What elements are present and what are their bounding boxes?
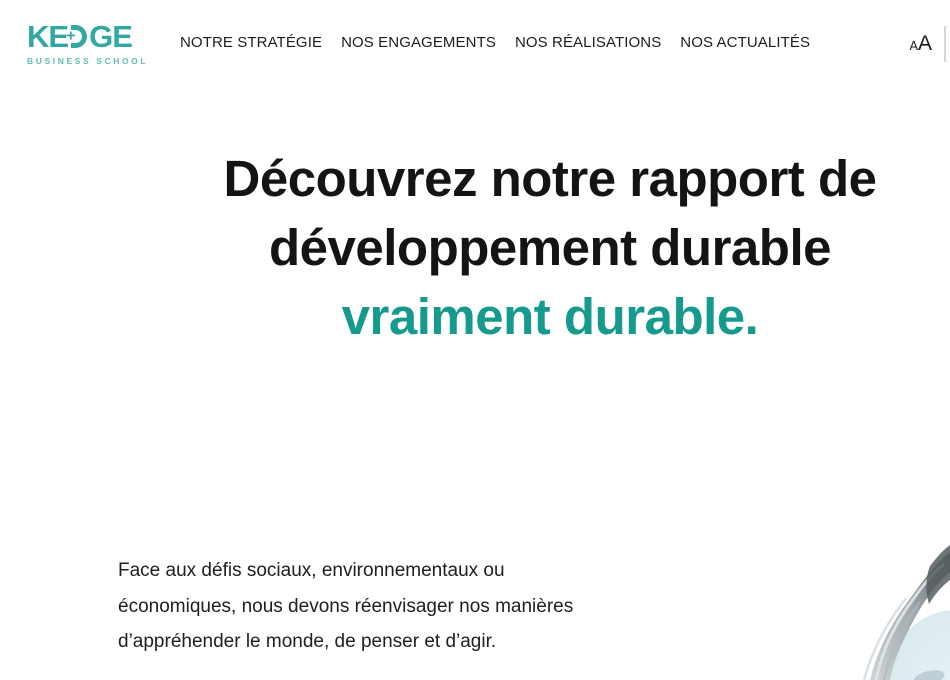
nav-item-strategie[interactable]: NOTRE STRATÉGIE	[180, 34, 323, 51]
page-title-line-2: développement durable	[269, 219, 831, 276]
logo-text-ge: GE	[89, 19, 132, 54]
logo-plus-icon: +	[66, 26, 76, 44]
portrait-photo	[812, 538, 950, 680]
nav-item-actualites[interactable]: NOS ACTUALITÉS	[680, 34, 811, 51]
font-size-small-icon: A	[909, 38, 918, 53]
kedge-logo[interactable]	[27, 21, 148, 66]
main-nav	[180, 34, 810, 51]
logo-tagline: BUSINESS SCHOOL	[27, 56, 149, 66]
logo-d-icon	[66, 25, 87, 48]
header-right-controls	[909, 26, 946, 62]
nav-item-realisations[interactable]: NOS RÉALISATIONS	[514, 34, 662, 51]
nav-item-engagements[interactable]: NOS ENGAGEMENTS	[341, 34, 496, 51]
intro-line-3: d’appréhender le monde, de penser et d’agir.	[118, 631, 497, 652]
intro-line-2: économiques, nous devons réenvisager nos manières	[118, 595, 574, 617]
page-title-line-accent: vraiment durable.	[341, 288, 759, 345]
header-divider	[944, 26, 946, 62]
font-size-toggle[interactable]	[909, 32, 932, 56]
font-size-large-icon: A	[917, 32, 932, 55]
intro-line-1: Face aux défis sociaux, environnementaux ou	[118, 560, 505, 581]
logo-text-ke: KE	[27, 19, 69, 54]
page-title-line-1: Découvrez notre rapport de	[223, 150, 877, 207]
intro-paragraph	[118, 553, 573, 660]
page-title	[150, 144, 950, 351]
portrait-photo-graphic	[812, 538, 950, 680]
kedge-logo-wordmark	[27, 21, 148, 52]
header	[0, 0, 950, 86]
